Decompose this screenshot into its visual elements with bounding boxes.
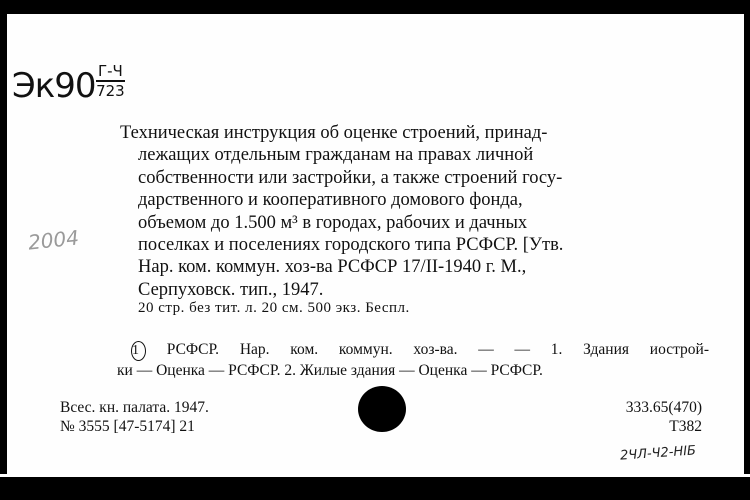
margin-pencil-mark: 2004 (26, 225, 81, 255)
handwritten-note: 2ЧЛ-Ч2-НІБ (619, 443, 697, 464)
tracing-line-1 (131, 340, 709, 361)
shelfmark-fraction (96, 64, 125, 99)
registry-chamber: Всес. кн. палата. 1947. (60, 399, 209, 416)
description-line: дарственного и кооперативного домового фонда, (138, 190, 523, 211)
description-line: поселках и поселениях городского типа РСФСР. [Утв. (138, 235, 564, 256)
scan-border-left (0, 0, 7, 500)
circled-number: 1 (131, 341, 146, 361)
shelfmark-code: Эк90 (12, 66, 96, 106)
classification-info (626, 398, 702, 436)
tracing-line-2: ки — Оценка — РСФСР. 2. Жилые здания — Оценка — РСФСР. (117, 362, 543, 379)
shelfmark-fraction-bottom: 723 (96, 82, 125, 100)
description-line: лежащих отдельным гражданам на правах личной (138, 145, 534, 166)
registry-info (60, 398, 209, 436)
punch-hole (358, 386, 406, 432)
shelfmark-fraction-top: Г-Ч (98, 62, 123, 80)
author-mark: Т382 (669, 418, 702, 435)
subject-tracing (117, 340, 710, 381)
physical-description: 20 стр. без тит. л. 20 см. 500 экз. Беспл. (138, 300, 410, 316)
description-line: собственности или застройки, а также строений госу- (138, 167, 563, 188)
bibliographic-description (120, 122, 710, 301)
description-line: Техническая инструкция об оценке строений, принад- (120, 123, 548, 143)
tracing-text-1: РСФСР. Нар. ком. коммун. хоз-ва. — — 1. Здания иострой- (166, 341, 710, 358)
scan-border-top (0, 0, 750, 14)
scan-border-right (744, 0, 750, 500)
udc-index: 333.65(470) (625, 399, 702, 416)
description-line: Серпуховск. тип., 1947. (138, 279, 324, 300)
description-line: Нар. ком. коммун. хоз-ва РСФСР 17/II-1940 г. М., (138, 257, 527, 278)
registry-number: № 3555 [47-5174] 21 (60, 418, 195, 435)
scan-border-bottom (0, 474, 750, 500)
scan-border-gap (0, 474, 750, 477)
description-line: объемом до 1.500 м³ в городах, рабочих и дачных (138, 212, 528, 233)
